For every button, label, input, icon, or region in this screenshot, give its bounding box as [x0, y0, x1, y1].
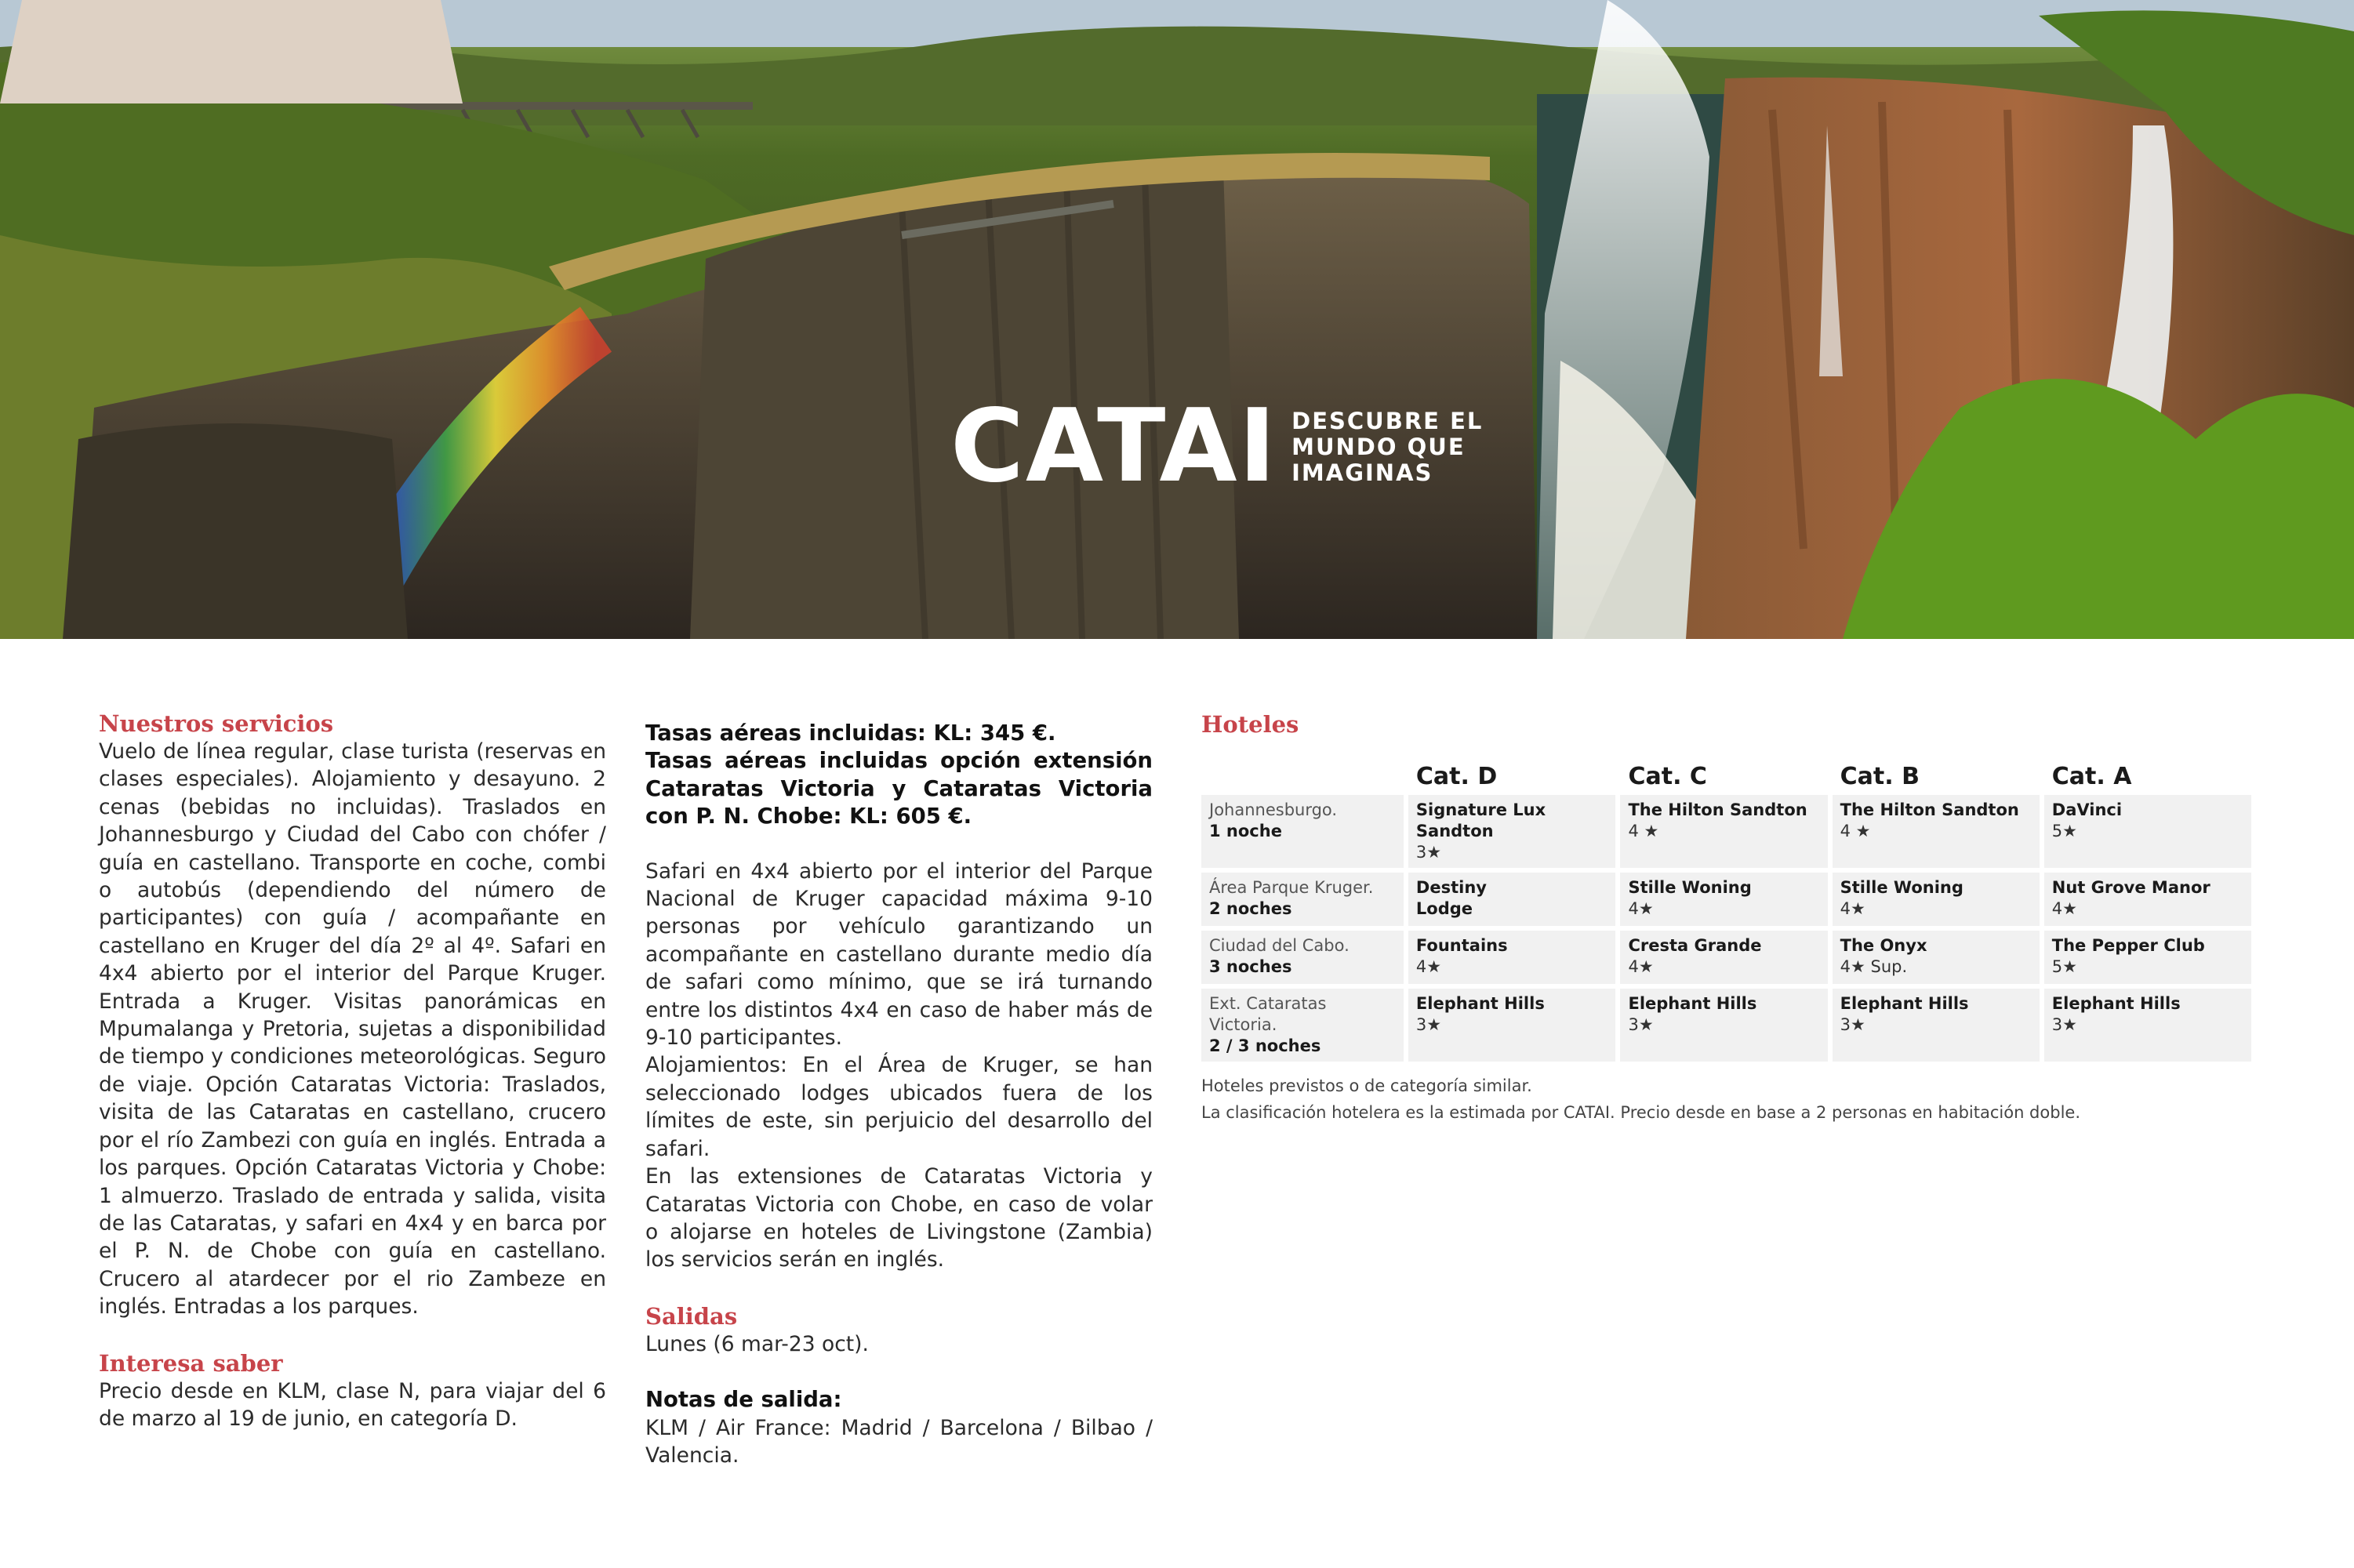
hotel-stars: 4★ — [1415, 957, 1442, 976]
catai-logo — [950, 388, 1484, 505]
tasas-line-1: Tasas aéreas incluidas: KL: 345 €. — [645, 720, 1056, 746]
table-row — [1201, 931, 2251, 984]
hotel-stars: 3★ — [1415, 1015, 1442, 1034]
hotel-stars: 4 ★ — [1628, 822, 1659, 840]
hotel-name: Fountains — [1415, 936, 1508, 955]
table-row — [1201, 989, 2251, 1062]
notas-body: KLM / Air France: Madrid / Barcelona / Bilbao / Valencia. — [645, 1415, 1153, 1468]
hotel-cell — [1408, 795, 1616, 868]
hotel-stars: 3★ — [1415, 843, 1442, 862]
header-cat-b: Cat. B — [1840, 763, 1920, 790]
safari-paragraph: Safari en 4x4 abierto por el interior del Parque Nacional de Kruger capacidad máxima 9-10 personas por vehículo garantizando un acompañante en castellano durante medio día de safari como mínimo, que se irá turnando entre los distintos 4x4 en caso de haber más de 9-10 participantes. — [645, 858, 1153, 1051]
hotel-name: Signature Lux Sandton — [1415, 800, 1546, 840]
hotel-stars: 5★ — [2051, 957, 2077, 976]
hotel-name: Nut Grove Manor — [2051, 878, 2211, 897]
hotel-cell — [1620, 989, 1827, 1062]
salidas-body: Lunes (6 mar-23 oct). — [645, 1331, 869, 1356]
city-name: Ext. Cataratas Victoria. — [1209, 994, 1327, 1034]
brand-name: CATAI — [950, 388, 1278, 505]
header-cat-c: Cat. C — [1628, 763, 1707, 790]
column-details — [645, 720, 1153, 1469]
hotel-name: Destiny Lodge — [1415, 878, 1487, 918]
hotel-name: Elephant Hills — [1628, 994, 1757, 1013]
hotel-stars: 4★ — [1840, 899, 1865, 918]
header-empty — [1201, 760, 1404, 790]
tagline-line-3: IMAGINAS — [1291, 459, 1433, 486]
interesa-body: Precio desde en KLM, clase N, para viajar del 6 de marzo al 19 de junio, en categoría D. — [99, 1378, 606, 1431]
hotel-cell — [2044, 873, 2251, 926]
hotel-name: Elephant Hills — [2051, 994, 2181, 1013]
notas-title: Notas de salida: — [645, 1387, 842, 1413]
salidas-title: Salidas — [645, 1302, 738, 1330]
hotel-name: Elephant Hills — [1840, 994, 1969, 1013]
hotel-name: Cresta Grande — [1628, 936, 1762, 955]
city-nights: 2 / 3 noches — [1209, 1036, 1321, 1055]
hotel-stars: 4★ — [1628, 899, 1654, 918]
hero-photo — [0, 0, 2354, 639]
hotel-stars: 3★ — [2051, 1015, 2077, 1034]
header-cat-a: Cat. A — [2051, 763, 2132, 790]
hotel-cell — [1620, 931, 1827, 984]
hotel-cell — [2044, 795, 2251, 868]
servicios-title: Nuestros servicios — [99, 710, 334, 737]
hotel-stars: 4★ — [1628, 957, 1654, 976]
hotel-stars: 4 ★ — [1840, 822, 1871, 840]
brand-tagline — [1291, 408, 1483, 486]
hotel-name: Elephant Hills — [1415, 994, 1545, 1013]
hotel-cell — [1833, 795, 2040, 868]
interesa-title: Interesa saber — [99, 1349, 283, 1377]
hotel-stars: 4★ Sup. — [1840, 957, 1908, 976]
hotel-notes — [1201, 1073, 2256, 1126]
table-row — [1201, 795, 2251, 868]
hotel-stars: 3★ — [1628, 1015, 1654, 1034]
city-cell — [1201, 795, 1404, 868]
hotel-cell — [1833, 931, 2040, 984]
servicios-body: Vuelo de línea regular, clase turista (reservas en clases especiales). Alojamiento y desayuno. 2 cenas (bebidas no incluidas). Traslados en Johannesburgo y Ciudad del Cabo con chófer / guía en castellano. Transporte en coche, combi o autobús (dependiendo del número de participantes) con guía / acompañante en castellano en Kruger del día 2º al 4º. Safari en 4x4 abierto por el interior del Parque Kruger. Entrada a Kruger. Visitas panorámicas en Mpumalanga y Pretoria, sujetas a disponibilidad de tiempo y condiciones meteorológicas. Seguro de viaje. Opción Cataratas Victoria: Traslados, visita de las Cataratas en castellano, crucero por el río Zambezi con guía en inglés. Entrada a los parques. Opción Cataratas Victoria y Chobe: 1 almuerzo. Traslado de entrada y salida, visita de las Cataratas, y safari en 4x4 y en barca por el P. N. de Chobe con guía en castellano. Crucero al atardecer por el rio Zambeze en inglés. Entradas a los parques. — [99, 739, 606, 1319]
city-cell — [1201, 931, 1404, 984]
hotel-name: Stille Woning — [1840, 878, 1963, 897]
hotel-cell — [1833, 989, 2040, 1062]
city-name: Área Parque Kruger. — [1209, 878, 1374, 897]
header-cat-d: Cat. D — [1415, 763, 1498, 790]
hoteles-title: Hoteles — [1201, 711, 1299, 738]
alojamientos-paragraph: Alojamientos: En el Área de Kruger, se han seleccionado lodges ubicados fuera de los límites de este, sin perjuicio del desarrollo del safari. — [645, 1053, 1153, 1161]
city-name: Ciudad del Cabo. — [1209, 936, 1350, 955]
city-nights: 3 noches — [1209, 957, 1292, 976]
city-name: Johannesburgo. — [1209, 800, 1338, 819]
hotel-name: The Hilton Sandton — [1840, 800, 2019, 819]
hotel-stars: 5★ — [2051, 822, 2077, 840]
hotel-cell — [1408, 989, 1616, 1062]
hotel-name: The Pepper Club — [2051, 936, 2205, 955]
hotel-cell — [1833, 873, 2040, 926]
hotel-cell — [1620, 795, 1827, 868]
hotel-note-1: Hoteles previstos o de categoría similar. — [1201, 1076, 1532, 1095]
hotel-cell — [1620, 873, 1827, 926]
tasas-line-2: Tasas aéreas incluidas opción extensión Cataratas Victoria y Cataratas Victoria con P. N. Chobe: KL: 605 €. — [645, 748, 1153, 829]
hotels-table-header — [1201, 760, 2251, 790]
page-tab-shape — [0, 0, 463, 103]
hotel-cell — [1408, 931, 1616, 984]
hotel-note-2: La clasificación hotelera es la estimada por CATAI. Precio desde en base a 2 personas en habitación doble. — [1201, 1103, 2080, 1122]
hotel-name: The Hilton Sandton — [1628, 800, 1807, 819]
column-services — [99, 710, 606, 1432]
hotel-cell — [2044, 931, 2251, 984]
column-hotels — [1201, 710, 2256, 1126]
table-row — [1201, 873, 2251, 926]
hotel-name: The Onyx — [1840, 936, 1927, 955]
hotel-stars: 3★ — [1840, 1015, 1865, 1034]
tagline-line-1: DESCUBRE EL — [1291, 407, 1484, 434]
city-nights: 2 noches — [1209, 899, 1292, 918]
extensiones-paragraph: En las extensiones de Cataratas Victoria y Cataratas Victoria con Chobe, en caso de volar o alojarse en hoteles de Livingstone (Zambia) los servicios serán en inglés. — [645, 1164, 1153, 1272]
city-nights: 1 noche — [1209, 822, 1282, 840]
city-cell — [1201, 989, 1404, 1062]
hotel-name: Stille Woning — [1628, 878, 1752, 897]
hotel-stars: 4★ — [2051, 899, 2077, 918]
hotels-table — [1197, 756, 2256, 1066]
city-cell — [1201, 873, 1404, 926]
hotel-name: DaVinci — [2051, 800, 2123, 819]
hotel-cell — [1408, 873, 1616, 926]
hotel-cell — [2044, 989, 2251, 1062]
tagline-line-2: MUNDO QUE — [1291, 433, 1466, 460]
